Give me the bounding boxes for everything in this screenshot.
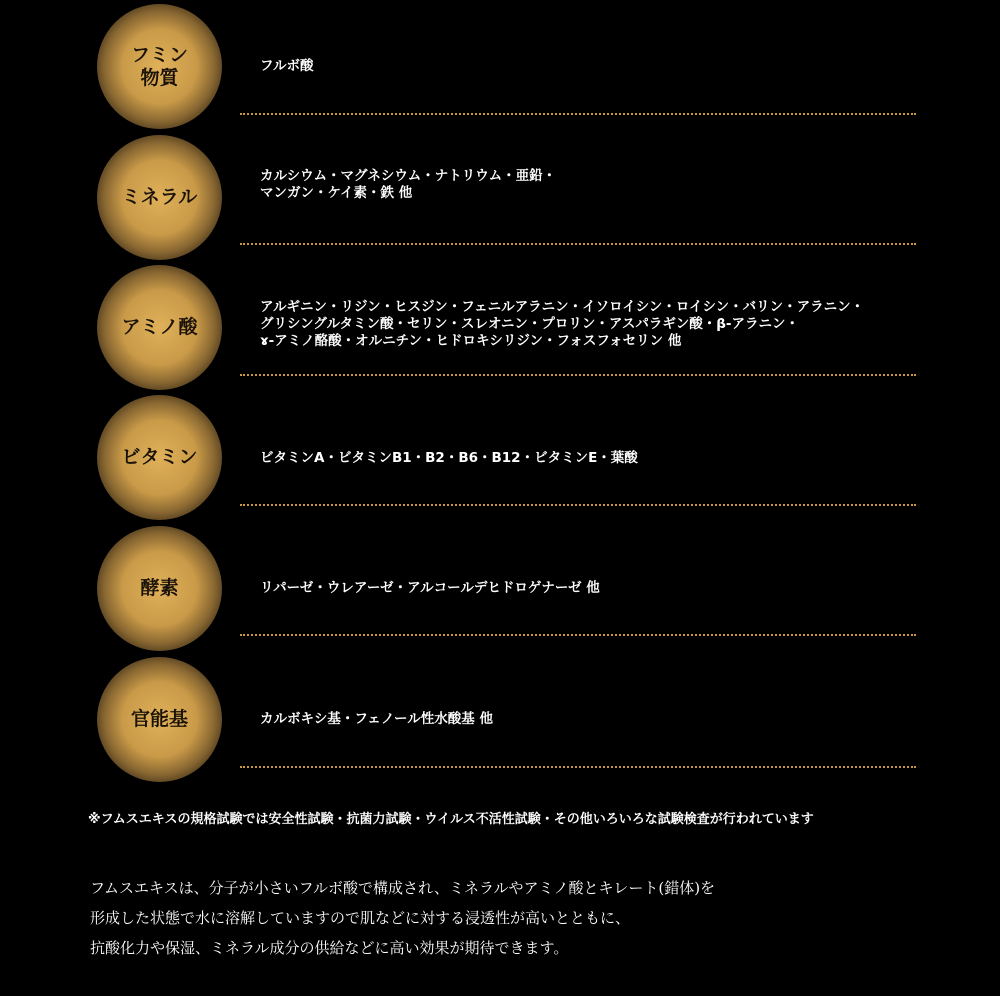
component-row-humic	[0, 0, 1000, 130]
component-row-mineral	[0, 130, 1000, 260]
component-list: カルボキシ基・フェノール性水酸基 他	[260, 711, 493, 727]
dotted-divider	[240, 766, 916, 768]
component-list: ビタミンA・ビタミンB1・B2・B6・B12・ビタミンE・葉酸	[260, 450, 638, 466]
category-label: 酵素	[140, 577, 179, 599]
category-circle	[97, 265, 222, 390]
component-list: リパーゼ・ウレアーゼ・アルコールデヒドロゲナーゼ 他	[260, 580, 600, 596]
category-circle	[97, 526, 222, 651]
test-note: ※フムスエキスの規格試験では安全性試験・抗菌力試験・ウイルス不活性試験・その他いろいろな試験検査が行われています	[88, 812, 814, 827]
component-row-amino	[0, 260, 1000, 390]
category-circle	[97, 135, 222, 260]
dotted-divider	[240, 634, 916, 636]
category-label: アミノ酸	[121, 316, 198, 338]
component-list: フルボ酸	[260, 58, 314, 74]
category-label: ビタミン	[121, 446, 198, 468]
dotted-divider	[240, 504, 916, 506]
dotted-divider	[240, 374, 916, 376]
component-row-functional-group	[0, 650, 1000, 780]
category-circle	[97, 657, 222, 782]
category-label: ミネラル	[121, 186, 198, 208]
category-label: フミン 物質	[130, 43, 188, 89]
category-circle	[97, 4, 222, 129]
component-list: アルギニン・リジン・ヒスジン・フェニルアラニン・イソロイシン・ロイシン・バリン・アラニン・ グリシングルタミン酸・セリン・スレオニン・プロリン・アスパラギン酸・β-アラニン・ ɤ-アミノ酪酸・オルニチン・ヒドロキシリジン・フォスフォセリン 他	[260, 299, 865, 349]
description-paragraph: フムスエキスは、分子が小さいフルボ酸で構成され、ミネラルやアミノ酸とキレート(錯体)を 形成した状態で水に溶解していますので肌などに対する浸透性が高いとともに、 抗酸化力や保湿、ミネラル成分の供給などに高い効果が期待できます。	[90, 879, 716, 957]
dotted-divider	[240, 243, 916, 245]
category-label: 官能基	[130, 708, 188, 730]
dotted-divider	[240, 113, 916, 115]
component-row-enzyme	[0, 520, 1000, 650]
component-row-vitamin	[0, 390, 1000, 520]
category-circle	[97, 395, 222, 520]
component-list: カルシウム・マグネシウム・ナトリウム・亜鉛・ マンガン・ケイ素・鉄 他	[260, 168, 557, 201]
